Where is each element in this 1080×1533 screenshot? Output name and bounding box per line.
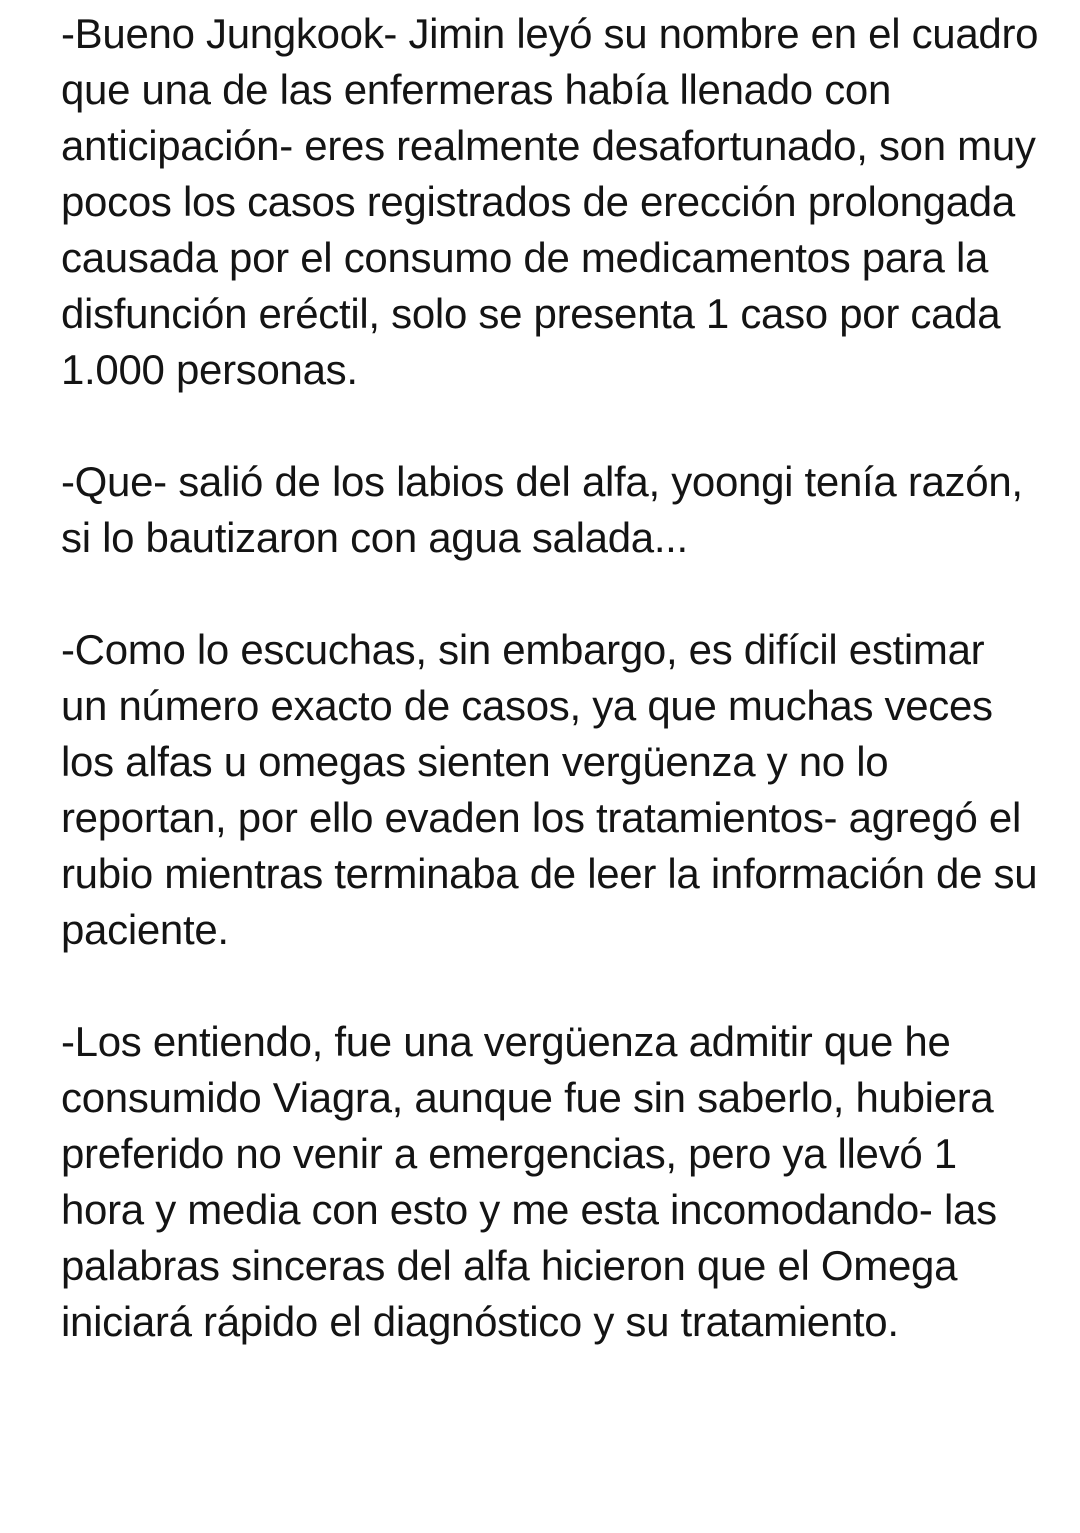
paragraph-3: -Como lo escuchas, sin embargo, es difícil estimar un número exacto de casos, ya que muchas veces los alfas u omegas sienten vergüenza y no lo reportan, por ello evaden los tratamientos- agregó el rubio mientras terminaba de leer la información de su paciente. [61, 626, 1038, 953]
paragraph-4: -Los entiendo, fue una vergüenza admitir que he consumido Viagra, aunque fue sin saberlo, hubiera preferido no venir a emergencias, pero ya llevó 1 hora y media con esto y me esta incomodando- las palabras sinceras del alfa hicieron que el Omega iniciará rápido el diagnóstico y su tratamiento. [61, 1018, 997, 1345]
paragraph-2: -Que- salió de los labios del alfa, yoongi tenía razón, si lo bautizaron con agua salada... [61, 458, 1023, 561]
paragraph-1: -Bueno Jungkook- Jimin leyó su nombre en el cuadro que una de las enfermeras había llenado con anticipación- eres realmente desafortunado, son muy pocos los casos registrados de erección prolongada causada por el consumo de medicamentos para la disfunción eréctil, solo se presenta 1 caso por cada 1.000 personas. [61, 10, 1039, 393]
